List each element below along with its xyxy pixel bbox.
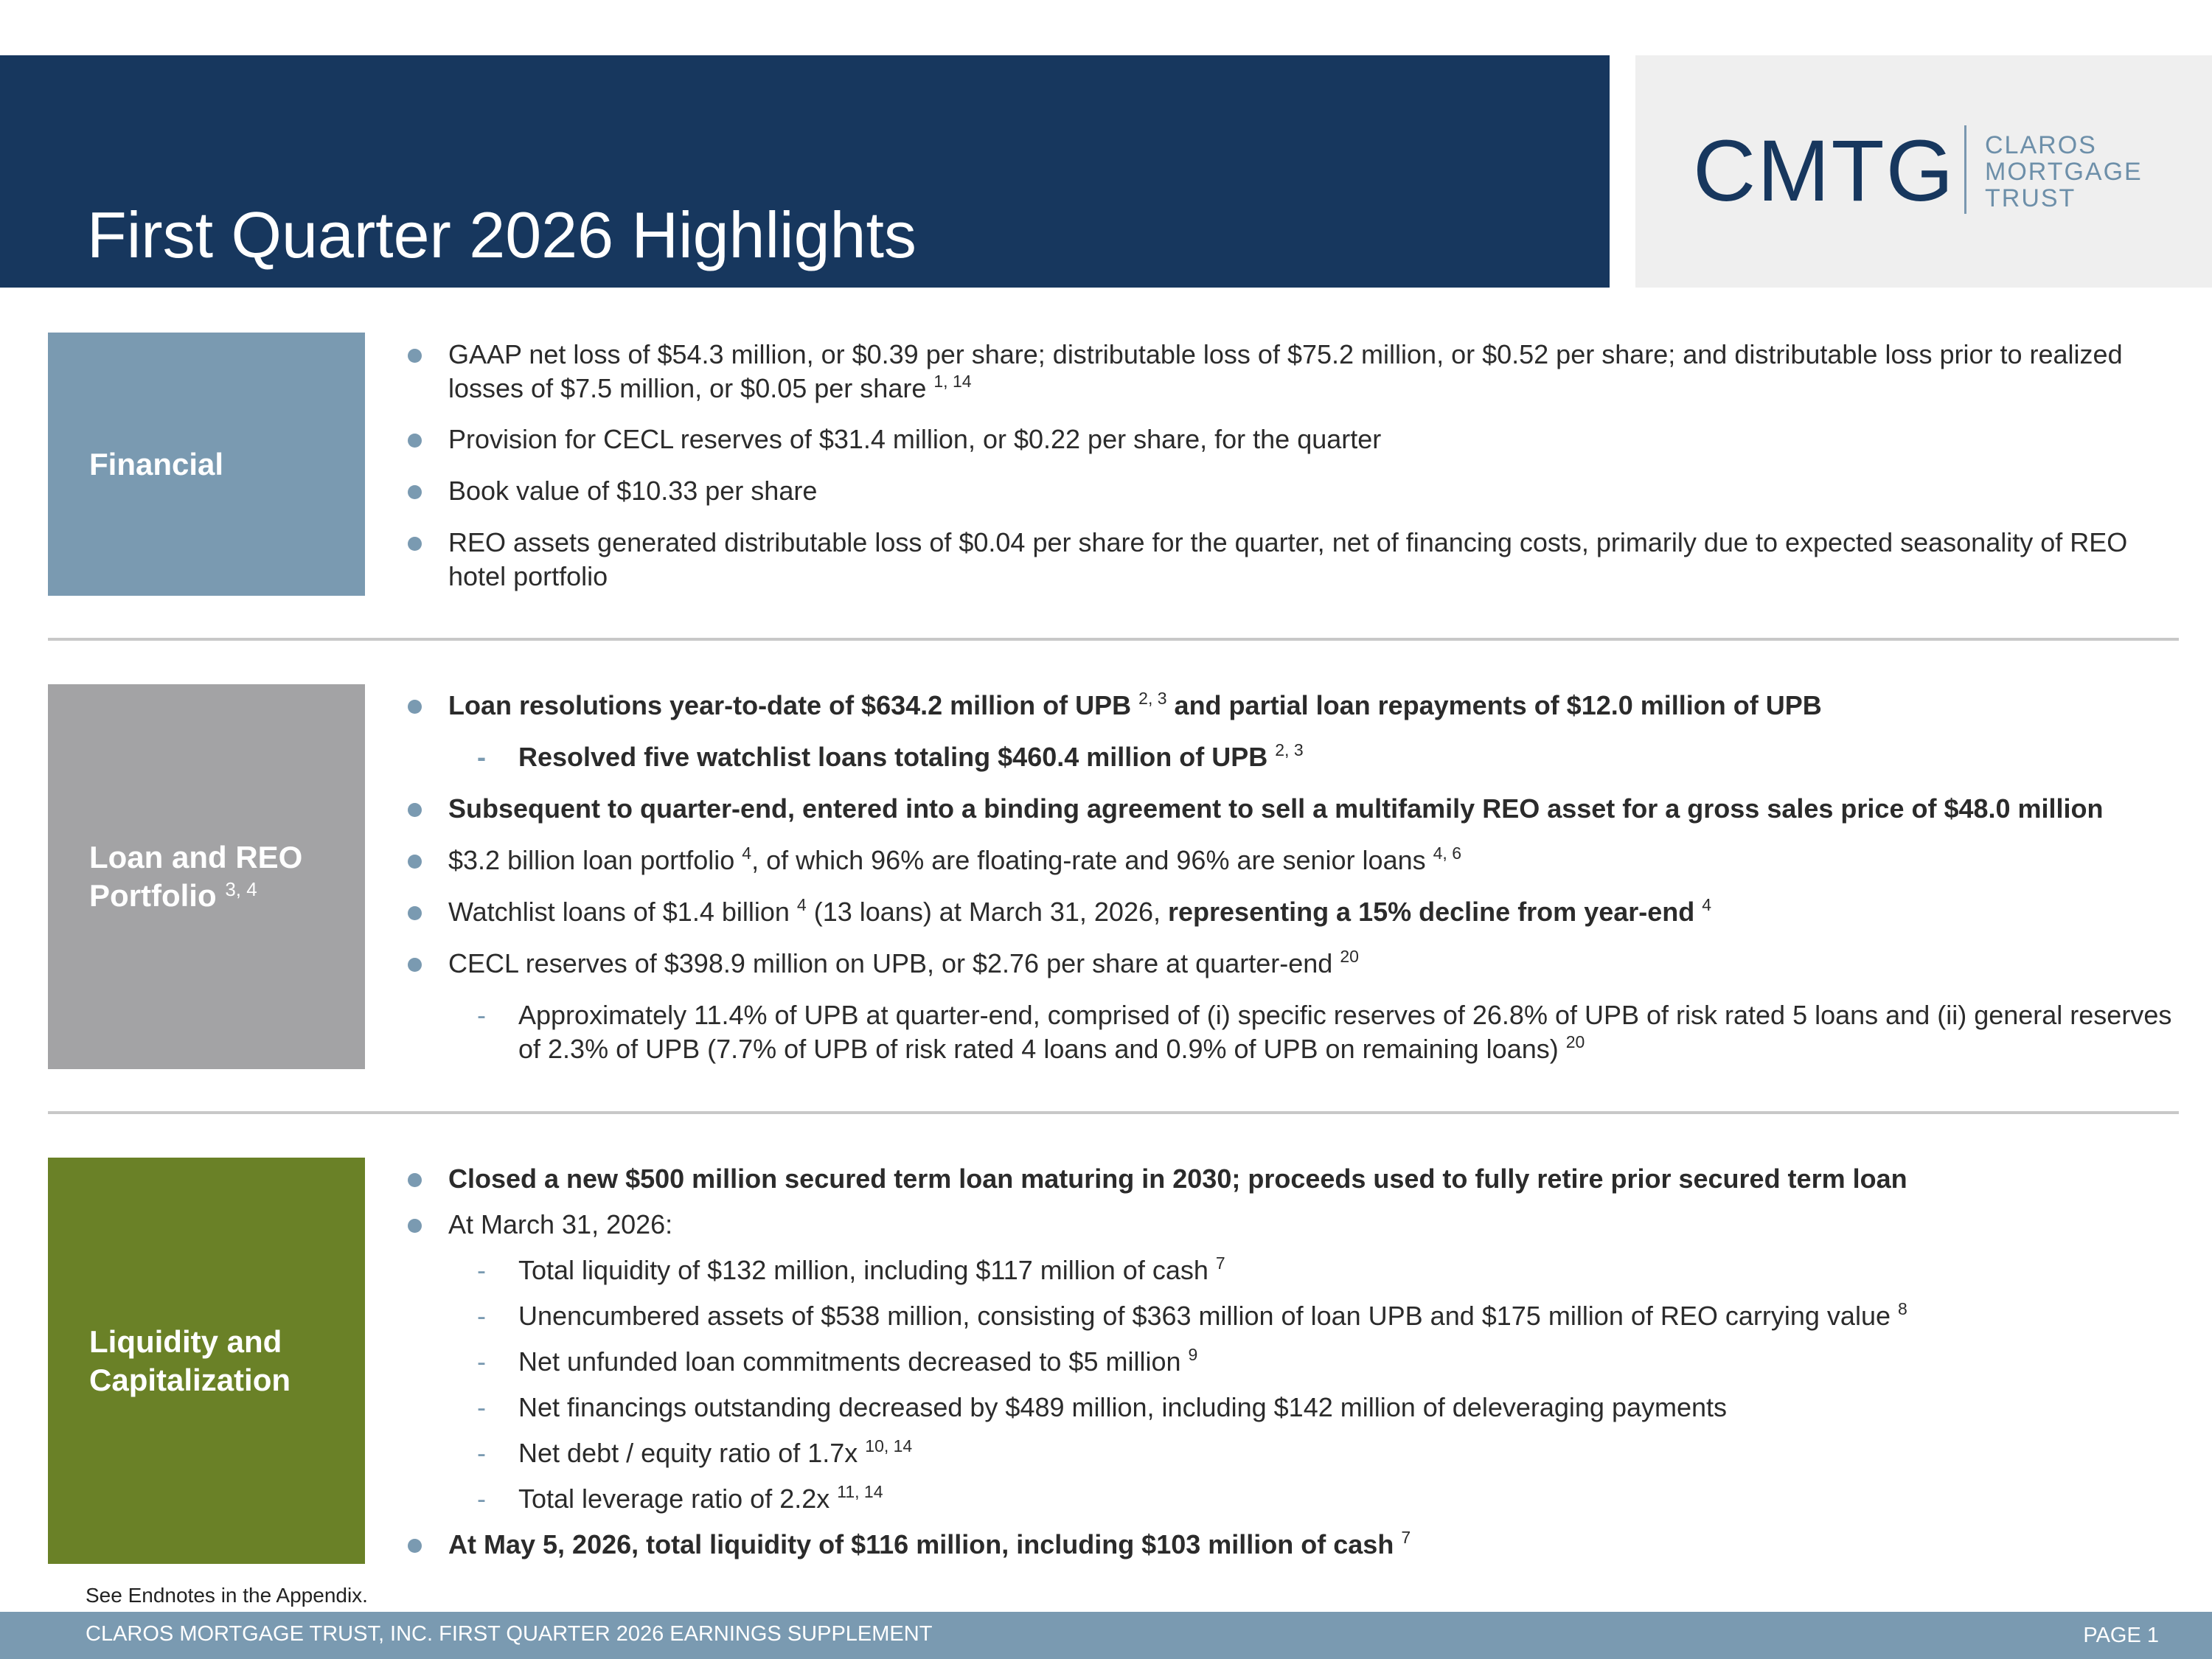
footer-bar [0,1612,2212,1659]
loan-bullet-subsequent-sale: Subsequent to quarter-end, entered into a binding agreement to sell a multifamily REO asset for a gross sales price of $48.0 million [448,792,2181,826]
liquidity-sub-leverage: - Total leverage ratio of 2.2x $^{11, 14}$ [518,1482,2181,1516]
liquidity-label-line2: Capitalization [89,1362,291,1397]
liquidity-sub-total-liquidity: - Total liquidity of $132 million, including $117 million of cash $^7$ [518,1253,2181,1287]
financial-bullet-cecl-provision: Provision for CECL reserves of $31.4 million, or $0.22 per share, for the quarter [448,422,2181,456]
section-divider [48,1111,2179,1114]
loan-label-line2: Portfolio [89,878,217,913]
loan-bullet-watchlist: Watchlist loans of $1.4 billion $^4$ (13 loans) at March 31, 2026, representing a 15% decline from year-end $^4$ [448,895,2181,929]
liquidity-sub-unfunded-commitments: - Net unfunded loan commitments decreased to $5 million $^9$ [518,1345,2181,1379]
loan-bullet-cecl-reserves: CECL reserves of $398.9 million on UPB, or $2.76 per share at quarter-end $^{20}$ [448,947,2181,981]
logo-mark: CMTG [1693,122,1955,220]
page-title: First Quarter 2026 Highlights [87,198,917,271]
liquidity-sub-net-financings: - Net financings outstanding decreased by $489 million, including $142 million of deleveraging payments [518,1391,2181,1425]
loan-bullet-portfolio-size: $3.2 billion loan portfolio $^4$, of which 96% are floating-rate and 96% are senior loans $^{4, 6}$ [448,844,2181,877]
logo-word-claros: CLAROS [1985,131,2097,159]
liquidity-sub-debt-equity: - Net debt / equity ratio of 1.7x $^{10, 14}$ [518,1436,2181,1470]
loan-sub-reserve-breakdown: - Approximately 11.4% of UPB at quarter-end, comprised of (i) specific reserves of 26.8% of UPB of risk rated 5 loans and (ii) general reserves of 2.3% of UPB (7.7% of UPB of risk rated 4 loans and 0.9% of UPB on remaining loans) $^{20}$ [518,998,2181,1066]
financial-label: Financial [89,446,224,481]
loan-label-line1: Loan and REO [89,840,303,874]
page-number: PAGE 1 [2083,1624,2159,1647]
section-label-financial [48,333,365,596]
loan-sub-watchlist-resolved: - Resolved five watchlist loans totaling $460.4 million of UPB $^{2, 3}$ [518,740,2181,774]
logo-divider [1964,125,1966,214]
endnote-reference: See Endnotes in the Appendix. [86,1584,368,1607]
liquidity-bullet-quarter-end: At March 31, 2026: [448,1208,2181,1242]
financial-bullet-net-loss: GAAP net loss of $54.3 million, or $0.39 per share; distributable loss of $75.2 million, or $0.52 per share; and distributable loss prior to realized losses of $7.5 million, or $0.05 per share $^{1, 14}$ [448,338,2181,406]
section-label-loan-reo-portfolio: Loan and REO Portfolio $^{3, 4}$ [48,684,365,1069]
logo-word-mortgage: MORTGAGE [1985,158,2143,186]
section-divider [48,638,2179,641]
liquidity-label-line1: Liquidity and [89,1324,282,1359]
loan-bullet-resolutions: Loan resolutions year-to-date of $634.2 million of UPB $^{2, 3}$ and partial loan repayments of $12.0 million of UPB [448,689,2181,723]
financial-bullet-reo-assets: REO assets generated distributable loss of $0.04 per share for the quarter, net of financing costs, primarily due to expected seasonality of REO hotel portfolio [448,526,2181,594]
footer-title: CLAROS MORTGAGE TRUST, INC. FIRST QUARTER 2026 EARNINGS SUPPLEMENT [86,1622,933,1646]
financial-bullet-book-value: Book value of $10.33 per share [448,474,2181,508]
section-label-liquidity-capitalization [48,1158,365,1564]
liquidity-bullet-term-loan: Closed a new $500 million secured term loan maturing in 2030; proceeds used to fully retire prior secured term loan [448,1162,2181,1196]
liquidity-sub-unencumbered-assets: - Unencumbered assets of $538 million, consisting of $363 million of loan UPB and $175 million of REO carrying value $^8$ [518,1299,2181,1333]
company-logo [1635,55,2212,288]
logo-word-trust: TRUST [1985,184,2076,212]
liquidity-bullet-may-liquidity: At May 5, 2026, total liquidity of $116 million, including $103 million of cash $^7$ [448,1528,2181,1562]
